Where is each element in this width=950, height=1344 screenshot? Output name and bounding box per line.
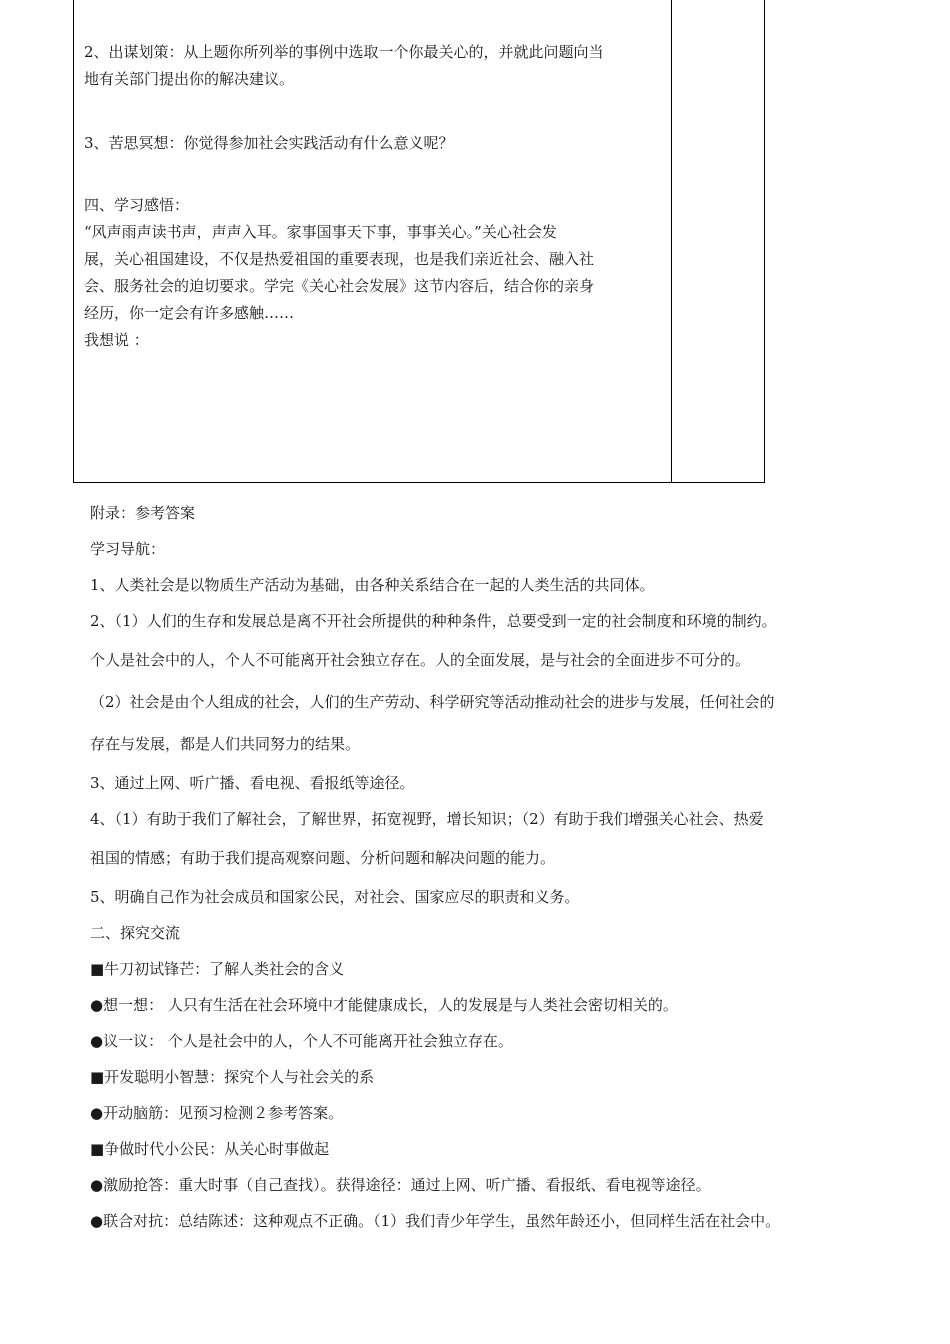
- appendix-answers: [90, 495, 890, 1239]
- table-column-divider: [671, 0, 672, 482]
- answer-2-line-2: 个人是社会中的人，个人不可能离开社会独立存在。人的全面发展，是与社会的全面进步不可分的。: [90, 651, 751, 669]
- appendix-title: 附录：参考答案: [90, 504, 196, 522]
- quick-answer-item: ●激励抢答：重大时事（自己查找）。获得途径：通过上网、听广播、看报纸、看电视等途径。: [90, 1176, 711, 1194]
- activity-heading-2: ■开发聪明小智慧：探究个人与社会关的系: [90, 1068, 375, 1086]
- answer-4-line-1: 4、（1）有助于我们了解社会，了解世界，拓宽视野，增长知识；（2）有助于我们增强关心社会、热爱: [90, 810, 764, 828]
- answer-1: 1、人类社会是以物质生产活动为基础，由各种关系结合在一起的人类生活的共同体。: [90, 576, 655, 594]
- discuss-item: ●议一议： 个人是社会中的人，个人不可能离开社会独立存在。: [90, 1032, 513, 1050]
- activity-heading-3: ■争做时代小公民：从关心时事做起: [90, 1140, 330, 1158]
- section-heading-reflection: 四、学习感悟：: [84, 196, 190, 214]
- table-main-cell: [84, 0, 664, 354]
- brainstorm-item: ●开动脑筋：见预习检测２参考答案。: [90, 1104, 344, 1122]
- question-2-line-1: 2、出谋划策：从上题你所列举的事例中选取一个你最关心的，并就此问题向当: [84, 43, 604, 61]
- worksheet-table: [73, 0, 765, 483]
- answer-2-line-3: （2）社会是由个人组成的社会，人们的生产劳动、科学研究等活动推动社会的进步与发展，任何社会的: [90, 693, 775, 711]
- think-item: ●想一想： 人只有生活在社会环境中才能健康成长，人的发展是与人类社会密切相关的。: [90, 996, 678, 1014]
- joint-debate-item: ●联合对抗：总结陈述：这种观点不正确。（1）我们青少年学生，虽然年龄还小，但同样生活在社会中。: [90, 1212, 781, 1230]
- activity-heading-1: ■牛刀初试锋芒：了解人类社会的含义: [90, 960, 345, 978]
- question-2-line-2: 地有关部门提出你的解决建议。: [84, 70, 295, 88]
- reflection-line-1: “风声雨声读书声，声声入耳。家事国事天下事，事事关心。”关心社会发: [84, 223, 557, 241]
- reflection-line-4: 经历，你一定会有许多感触……: [84, 304, 295, 322]
- reflection-line-2: 展，关心祖国建设，不仅是热爱祖国的重要表现，也是我们亲近社会、融入社: [84, 250, 595, 268]
- answer-2-line-4: 存在与发展，都是人们共同努力的结果。: [90, 735, 361, 753]
- learning-guide-heading: 学习导航：: [90, 540, 166, 558]
- question-3: 3、苦思冥想：你觉得参加社会实践活动有什么意义呢？: [84, 134, 454, 152]
- answer-2-line-1: 2、（1）人们的生存和发展总是离不开社会所提供的种种条件，总要受到一定的社会制度和环境的制约。: [90, 612, 777, 630]
- reflection-line-3: 会、服务社会的迫切要求。学完《关心社会发展》这节内容后，结合你的亲身: [84, 277, 595, 295]
- answer-3: 3、通过上网、听广播、看电视、看报纸等途径。: [90, 774, 415, 792]
- answer-4-line-2: 祖国的情感；有助于我们提高观察问题、分析问题和解决问题的能力。: [90, 849, 556, 867]
- answer-5: 5、明确自己作为社会成员和国家公民，对社会、国家应尽的职责和义务。: [90, 888, 580, 906]
- i-want-to-say-prompt: 我想说 ：: [84, 331, 149, 349]
- section-heading-explore: 二、探究交流: [90, 924, 181, 942]
